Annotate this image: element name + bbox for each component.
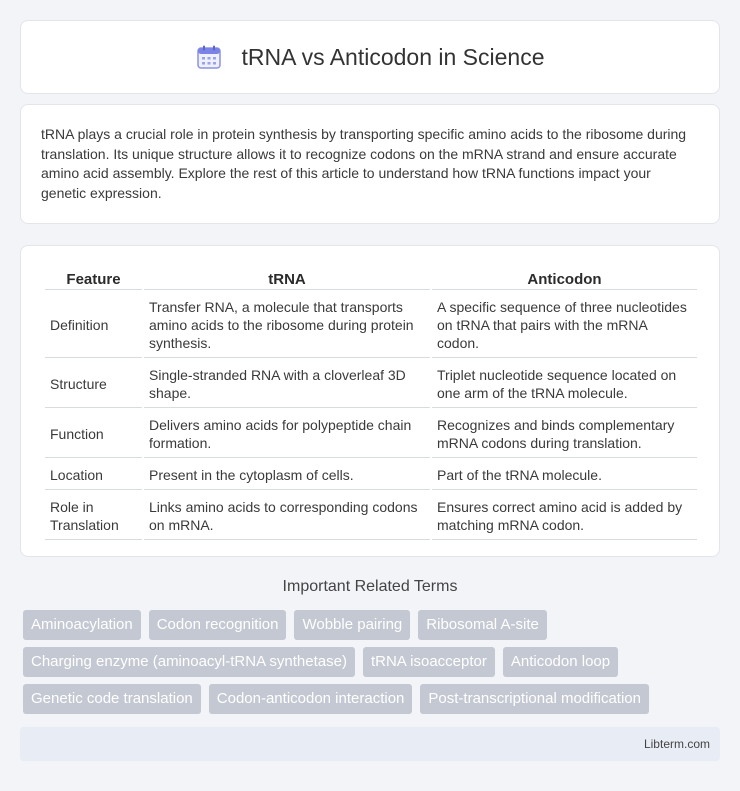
table-cell: Role in Translation bbox=[45, 492, 142, 540]
calendar-icon bbox=[196, 44, 222, 70]
column-header-feature: Feature bbox=[45, 268, 142, 290]
table-cell: A specific sequence of three nucleotides on tRNA that pairs with the mRNA codon. bbox=[432, 292, 697, 358]
table-row bbox=[45, 292, 697, 358]
table-cell: Recognizes and binds complementary mRNA codons during translation. bbox=[432, 410, 697, 458]
table-cell: Part of the tRNA molecule. bbox=[432, 460, 697, 490]
table-cell: Function bbox=[45, 410, 142, 458]
table-cell: Definition bbox=[45, 292, 142, 358]
column-header-anticodon: Anticodon bbox=[432, 268, 697, 290]
table-header-row bbox=[45, 268, 697, 290]
table-cell: Links amino acids to corresponding codons on mRNA. bbox=[144, 492, 430, 540]
tag-row bbox=[23, 684, 723, 714]
column-header-trna: tRNA bbox=[144, 268, 430, 290]
table-row bbox=[45, 460, 697, 490]
table-row bbox=[45, 410, 697, 458]
intro-card bbox=[20, 104, 720, 224]
tag-charging-enzyme[interactable]: Charging enzyme (aminoacyl-tRNA synthetase) bbox=[23, 647, 355, 677]
tag-wobble-pairing[interactable]: Wobble pairing bbox=[294, 610, 410, 640]
table-cell: Ensures correct amino acid is added by matching mRNA codon. bbox=[432, 492, 697, 540]
related-terms-title: Important Related Terms bbox=[282, 578, 458, 595]
intro-paragraph: tRNA plays a crucial role in protein synthesis by transporting specific amino acids to the ribosome during translation. Its unique structure allows it to recognize codons on the mRNA strand and ensure accurate amino acid assembly. Explore the rest of this article to understand how tRNA functions impact your genetic expression. bbox=[41, 126, 687, 201]
table-cell: Present in the cytoplasm of cells. bbox=[144, 460, 430, 490]
tag-trna-isoacceptor[interactable]: tRNA isoacceptor bbox=[363, 647, 495, 677]
related-terms-list bbox=[23, 610, 723, 721]
footer-site-link[interactable]: Libterm.com bbox=[643, 737, 710, 751]
footer bbox=[20, 727, 720, 761]
tag-codon-anticodon-interaction[interactable]: Codon-anticodon interaction bbox=[209, 684, 413, 714]
table-cell: Single-stranded RNA with a cloverleaf 3D shape. bbox=[144, 360, 430, 408]
tag-genetic-code-translation[interactable]: Genetic code translation bbox=[23, 684, 201, 714]
tag-row bbox=[23, 610, 723, 640]
tag-anticodon-loop[interactable]: Anticodon loop bbox=[503, 647, 618, 677]
table-cell: Structure bbox=[45, 360, 142, 408]
comparison-table-card bbox=[20, 245, 720, 557]
table-row bbox=[45, 360, 697, 408]
tag-ribosomal-a-site[interactable]: Ribosomal A-site bbox=[418, 610, 547, 640]
page-title: tRNA vs Anticodon in Science bbox=[241, 43, 545, 70]
table-cell: Transfer RNA, a molecule that transports amino acids to the ribosome during protein synthesis. bbox=[144, 292, 430, 358]
table-cell: Triplet nucleotide sequence located on one arm of the tRNA molecule. bbox=[432, 360, 697, 408]
tag-post-transcriptional-modification[interactable]: Post-transcriptional modification bbox=[420, 684, 649, 714]
tag-aminoacylation[interactable]: Aminoacylation bbox=[23, 610, 141, 640]
tag-codon-recognition[interactable]: Codon recognition bbox=[149, 610, 287, 640]
table-row bbox=[45, 492, 697, 540]
table-cell: Delivers amino acids for polypeptide chain formation. bbox=[144, 410, 430, 458]
comparison-table bbox=[43, 266, 699, 542]
tag-row bbox=[23, 647, 723, 677]
table-cell: Location bbox=[45, 460, 142, 490]
header-card bbox=[20, 20, 720, 94]
